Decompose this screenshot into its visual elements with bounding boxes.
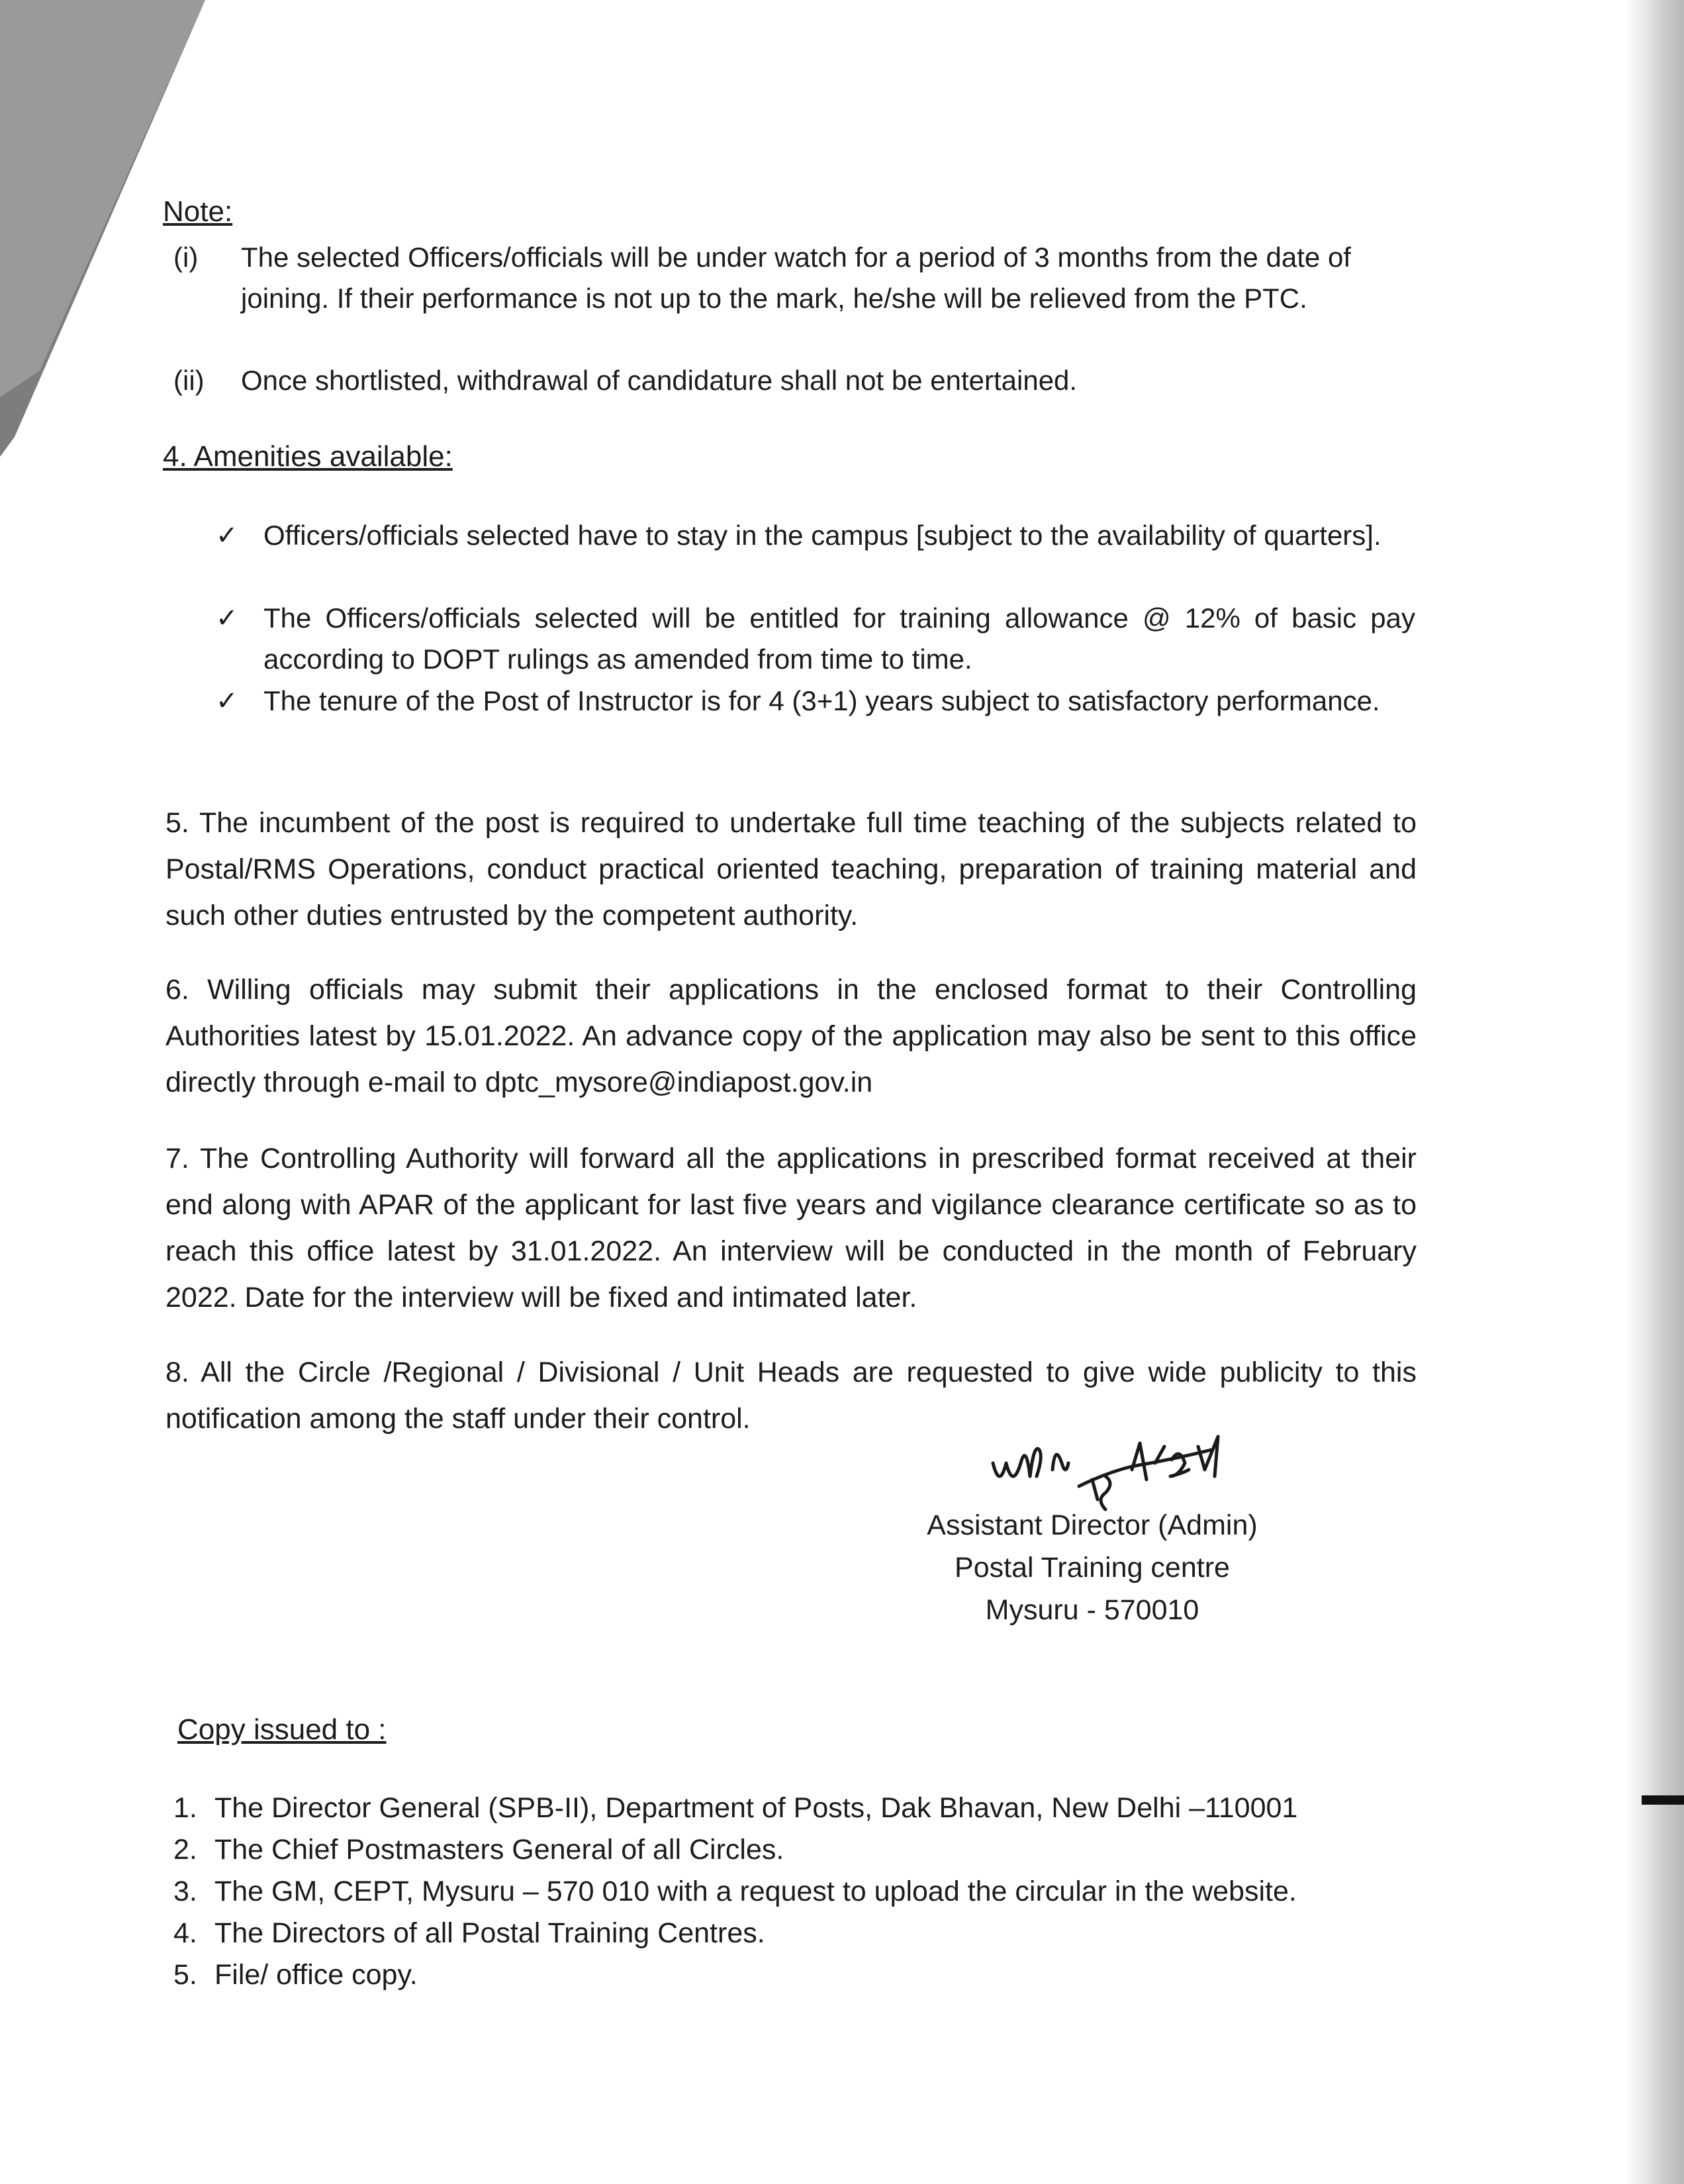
handwritten-signature [980, 1423, 1258, 1516]
list-item-text: The GM, CEPT, Mysuru – 570 010 with a request to upload the circular in the website. [214, 1875, 1297, 1907]
amenities-heading: 4. Amenities available: [163, 440, 453, 473]
list-item-text: The Directors of all Postal Training Centres. [214, 1917, 765, 1949]
paragraph-7: 7. The Controlling Authority will forward all the applications in prescribed format received at their end along with APAR of the applicant for last five years and vigilance clearance certificate so as to reach this office latest by 31.01.2022. An interview will be conducted in the month of February 2022. Date for the interview will be fixed and intimated later. [165, 1143, 1417, 1313]
checkmark-icon: ✓ [216, 520, 238, 551]
amenity-text: Officers/officials selected have to stay in the campus [subject to the availability of quarters]. [263, 520, 1381, 551]
list-item-number: 4. [173, 1917, 197, 1949]
amenity-item [216, 515, 1415, 556]
signatory-office: Postal Training centre [955, 1552, 1230, 1584]
paragraph-8: 8. All the Circle /Regional / Divisional / Unit Heads are requested to give wide publicity to this notification among the staff under their control. [165, 1356, 1417, 1435]
list-item [173, 1913, 1297, 1954]
signatory-place: Mysuru - 570010 [985, 1594, 1199, 1626]
note-item-text: Once shortlisted, withdrawal of candidature shall not be entertained. [241, 365, 1078, 396]
signatory-block [900, 1504, 1284, 1631]
list-item [173, 1954, 1297, 1996]
list-item-text: The Director General (SPB-II), Department of Posts, Dak Bhavan, New Delhi –110001 [214, 1792, 1298, 1824]
amenity-text: The tenure of the Post of Instructor is for 4 (3+1) years subject to satisfactory performance. [263, 685, 1380, 716]
scan-edge-mark [1642, 1795, 1684, 1805]
checkmark-icon: ✓ [216, 686, 238, 716]
list-item [173, 1829, 1297, 1871]
list-item-number: 3. [173, 1875, 197, 1907]
amenity-item [216, 598, 1415, 680]
signatory-designation: Assistant Director (Admin) [927, 1509, 1258, 1541]
amenity-text: The Officers/officials selected will be entitled for training allowance @ 12% of basic pay according to DOPT rulings as amended from time to time. [263, 602, 1415, 675]
amenity-item [216, 681, 1415, 722]
note-item [173, 360, 1406, 401]
list-item-text: The Chief Postmasters General of all Circles. [214, 1834, 784, 1866]
note-item-text: The selected Officers/officials will be under watch for a period of 3 months from the date of joining. If their performance is not up to the mark, he/she will be relieved from the PTC. [241, 242, 1351, 314]
note-item [173, 237, 1406, 319]
list-item [173, 1871, 1297, 1913]
list-item-number: 1. [173, 1792, 197, 1824]
list-item-number: 5. [173, 1959, 197, 1991]
paragraph-6: 6. Willing officials may submit their applications in the enclosed format to their Controlling Authorities latest by 15.01.2022. An advance copy of the application may also be sent to this office directly through e-mail to dptc_mysore@indiapost.gov.in [165, 974, 1417, 1098]
note-item-number: (ii) [173, 365, 205, 396]
list-item-text: File/ office copy. [214, 1959, 418, 1991]
paragraph-5: 5. The incumbent of the post is required to undertake full time teaching of the subjects related to Postal/RMS Operations, conduct practical oriented teaching, preparation of training material and such other duties entrusted by the competent authority. [165, 807, 1417, 931]
checkmark-icon: ✓ [216, 603, 238, 634]
note-item-number: (i) [173, 242, 199, 273]
scan-edge-shadow [1624, 0, 1684, 2184]
copy-issued-list [173, 1787, 1297, 1996]
list-item-number: 2. [173, 1834, 197, 1866]
copy-issued-heading: Copy issued to : [177, 1713, 387, 1746]
note-heading: Note: [163, 195, 233, 228]
list-item [173, 1787, 1297, 1829]
